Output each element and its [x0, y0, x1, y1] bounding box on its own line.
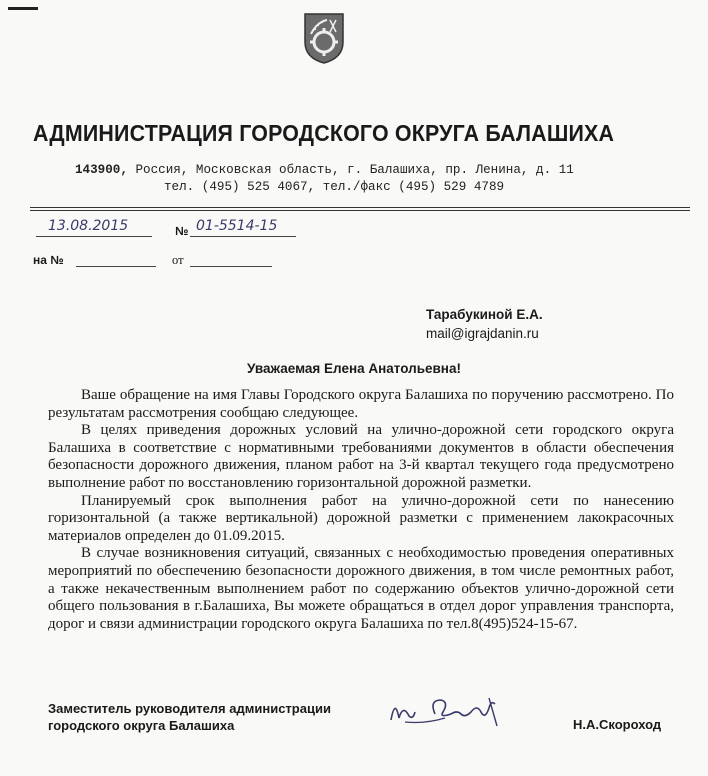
date-underline [36, 236, 152, 237]
paragraph: В случае возникновения ситуаций, связанных с необходимостью проведения оперативных мероприятий по обеспечению безопасности дорожного движения, в том числе ремонтных работ, а также некачественным выполнением работ по содержанию объектов улично-дорожной сети общего пользования в г.Балашиха, Вы можете обращаться в отдел дорог управления транспорта, дорог и связи администрации городского округа Балашиха по тел.8(495)524-15-67. [48, 545, 674, 632]
organization-title: АДМИНИСТРАЦИЯ ГОРОДСКОГО ОКРУГА БАЛАШИХА [33, 120, 615, 146]
number-sign: № [175, 224, 189, 238]
address-line [75, 163, 574, 177]
handwritten-signature [385, 690, 515, 730]
postal-address: Россия, Московская область, г. Балашиха, пр. Ленина, д. 11 [135, 163, 574, 177]
registration-date: 13.08.2015 [48, 218, 129, 234]
header-rule-bottom [30, 210, 690, 211]
paragraph: Планируемый срок выполнения работ на улично-дорожной сети по нанесению горизонтальной (а также вертикальной) дорожной разметки с применением лакокрасочных материалов определен до 01.09.2015. [48, 492, 674, 544]
signatory-name: Н.А.Скороход [573, 717, 662, 732]
postal-code: 143900, [75, 163, 128, 177]
recipient-email: mail@igrajdanin.ru [426, 326, 539, 341]
reply-to-label: на № [33, 253, 64, 267]
header-rule-top [30, 207, 690, 208]
signatory-title-line: Заместитель руководителя администрации [48, 701, 331, 716]
coat-of-arms-icon [303, 12, 345, 64]
from-label: от [172, 253, 184, 267]
number-underline [190, 236, 296, 237]
signatory-title [48, 700, 388, 734]
paragraph: В целях приведения дорожных условий на улично-дорожной сети городского округа Балашиха в соответствие с нормативными требованиями документов в области обеспечения безопасности дорожного движения, планом работ на 3-й квартал текущего года предусмотрено выполнение работ по восстановлению горизонтальной дорожной разметки. [48, 422, 674, 491]
letter-body [48, 387, 674, 633]
recipient-name: Тарабукиной Е.А. [426, 307, 543, 322]
corner-mark [8, 7, 38, 10]
phone-line: тел. (495) 525 4067, тел./факс (495) 529 4789 [164, 180, 505, 194]
from-date-underline [190, 266, 272, 267]
reply-number-underline [76, 266, 156, 267]
greeting: Уважаемая Елена Анатольевна! [247, 361, 461, 376]
signatory-title-line: городского округа Балашиха [48, 718, 235, 733]
registration-number: 01-5514-15 [196, 218, 278, 234]
paragraph: Ваше обращение на имя Главы Городского округа Балашиха по поручению рассмотрено. По результатам рассмотрения сообщаю следующее. [48, 387, 674, 421]
